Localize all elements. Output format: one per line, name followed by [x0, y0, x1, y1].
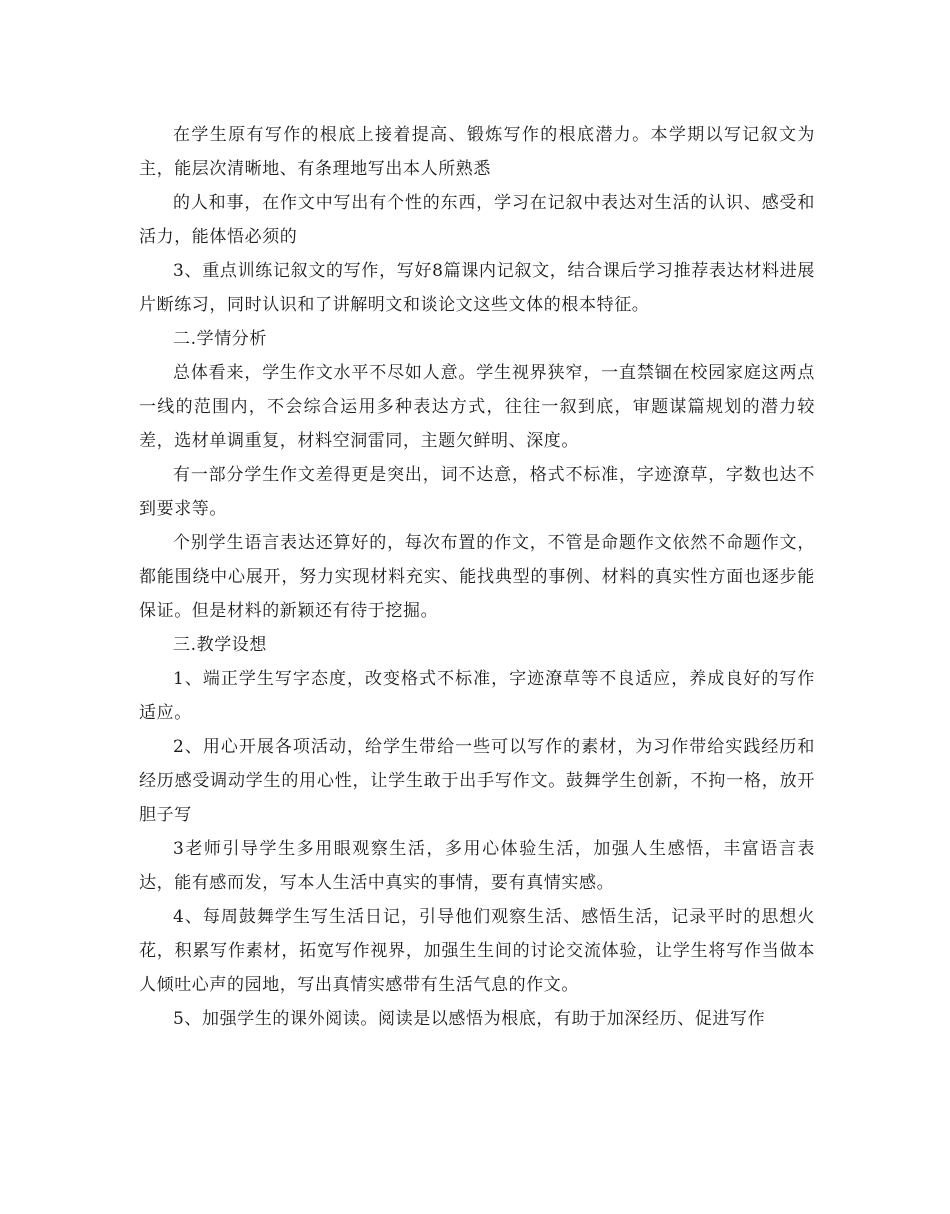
paragraph-writing-foundation: 在学生原有写作的根底上接着提高、锻炼写作的根底潜力。本学期以写记叙文为主，能层次清晰地、有条理地写出本人所熟悉: [139, 125, 815, 179]
document-body: [139, 118, 815, 1036]
paragraph-plan-item-3: 3老师引导学生多用眼观察生活，多用心体验生活，加强人生感悟，丰富语言表达，能有感而发，写本人生活中真实的事情，要有真情实感。: [139, 839, 815, 893]
paragraph-point-3-narrative-training: 3、重点训练记叙文的写作，写好8篇课内记叙文，结合课后学习推荐表达材料进展片断练习，同时认识和了讲解明文和谈论文这些文体的根本特征。: [139, 261, 815, 315]
paragraph-plan-item-5: 5、加强学生的课外阅读。阅读是以感悟为根底，有助于加深经历、促进写作: [173, 1009, 766, 1029]
paragraph-good-students: 个别学生语言表达还算好的，每次布置的作文，不管是命题作文依然不命题作文，都能围绕中心展开，努力实现材料充实、能找典型的事例、材料的真实性方面也逐步能保证。但是材料的新颖还有待于挖掘。: [139, 533, 815, 621]
paragraph-plan-item-2: 2、用心开展各项活动，给学生带给一些可以写作的素材，为习作带给实践经历和经历感受调动学生的用心性，让学生敢于出手写作文。鼓舞学生创新，不拘一格，放开胆子写: [139, 737, 815, 825]
paragraph-people-and-events: 的人和事，在作文中写出有个性的东西，学习在记叙中表达对生活的认识、感受和活力，能体悟必须的: [139, 193, 815, 247]
section-heading-learning-analysis: 二.学情分析: [173, 329, 268, 349]
paragraph-overall-level: 总体看来，学生作文水平不尽如人意。学生视界狭窄，一直禁锢在校园家庭这两点一线的范围内，不会综合运用多种表达方式，往往一叙到底，审题谋篇规划的潜力较差，选材单调重复，材料空洞雷同，主题欠鲜明、深度。: [139, 363, 815, 451]
paragraph-plan-item-1: 1、端正学生写字态度，改变格式不标准，字迹潦草等不良适应，养成良好的写作适应。: [139, 669, 815, 723]
section-heading-teaching-plan: 三.教学设想: [173, 635, 268, 655]
paragraph-weak-students: 有一部分学生作文差得更是突出，词不达意，格式不标准，字迹潦草，字数也达不到要求等。: [139, 465, 815, 519]
paragraph-plan-item-4: 4、每周鼓舞学生写生活日记，引导他们观察生活、感悟生活，记录平时的思想火花，积累写作素材，拓宽写作视界，加强生生间的讨论交流体验，让学生将写作当做本人倾吐心声的园地，写出真情实感带有生活气息的作文。: [139, 907, 815, 995]
